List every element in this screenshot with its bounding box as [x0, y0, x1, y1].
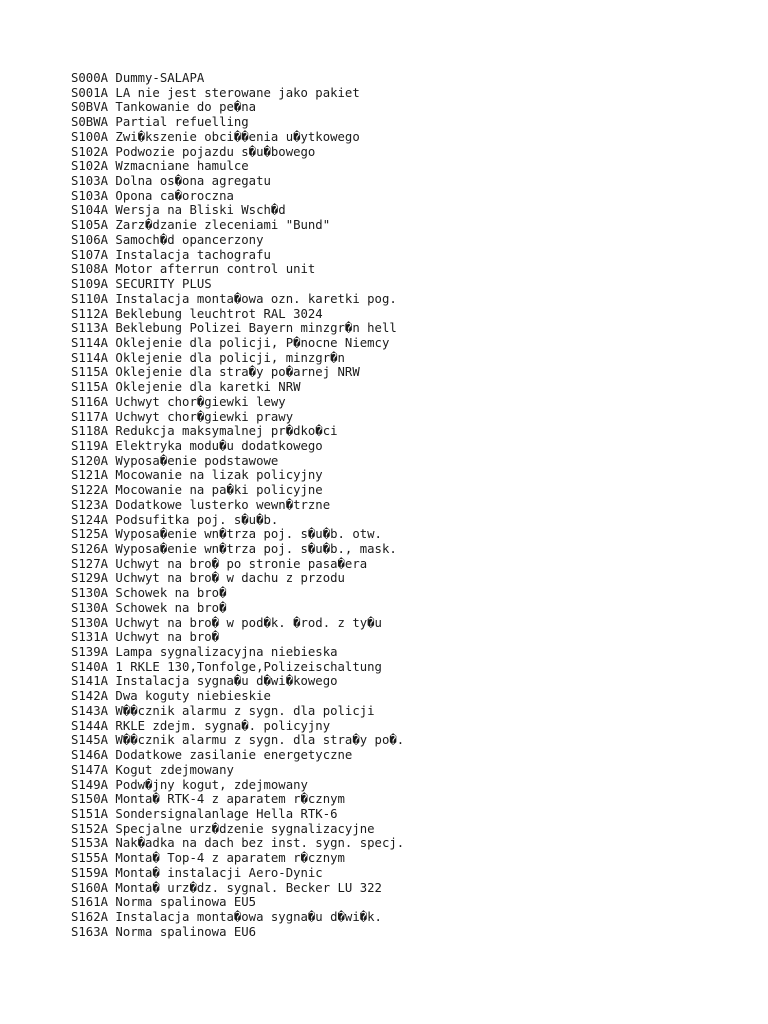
- text-line: S161A Norma spalinowa EU5: [71, 895, 257, 910]
- text-line: S152A Specjalne urz�dzenie sygnalizacyjne: [71, 821, 375, 836]
- text-line: S127A Uchwyt na bro� po stronie pasa�era: [71, 556, 368, 571]
- text-line: S146A Dodatkowe zasilanie energetyczne: [71, 748, 353, 763]
- text-line: S122A Mocowanie na pa�ki policyjne: [71, 483, 323, 498]
- text-line: S144A RKLE zdejm. sygna�. policyjny: [71, 718, 331, 733]
- text-line: S130A Schowek na bro�: [71, 600, 227, 615]
- text-line: S149A Podw�jny kogut, zdejmowany: [71, 777, 308, 792]
- text-line: S159A Monta� instalacji Aero-Dynic: [71, 865, 323, 880]
- text-line: S125A Wyposa�enie wn�trza poj. s�u�b. otw.: [71, 527, 382, 542]
- text-line: S112A Beklebung leuchtrot RAL 3024: [71, 306, 323, 321]
- text-line: S103A Opona ca�oroczna: [71, 188, 234, 203]
- text-line: S121A Mocowanie na lizak policyjny: [71, 468, 323, 483]
- text-line: S120A Wyposa�enie podstawowe: [71, 453, 279, 468]
- text-line: S155A Monta� Top-4 z aparatem r�cznym: [71, 851, 345, 866]
- text-line: S126A Wyposa�enie wn�trza poj. s�u�b., mask.: [71, 542, 397, 556]
- text-line: S114A Oklejenie dla policji, P�nocne Niemcy: [71, 335, 390, 350]
- text-line: S163A Norma spalinowa EU6: [71, 924, 257, 939]
- text-line: S100A Zwi�kszenie obci��enia u�ytkowego: [71, 129, 360, 144]
- text-line: S115A Oklejenie dla karetki NRW: [71, 380, 301, 395]
- text-line: S107A Instalacja tachografu: [71, 247, 271, 262]
- text-line: S102A Podwozie pojazdu s�u�bowego: [71, 144, 316, 159]
- text-line: S153A Nak�adka na dach bez inst. sygn. specj.: [71, 836, 405, 851]
- text-line: S000A Dummy-SALAPA: [71, 71, 205, 85]
- text-line: S130A Uchwyt na bro� w pod�k. �rod. z ty�u: [71, 615, 382, 630]
- text-line: S143A W��cznik alarmu z sygn. dla policji: [71, 703, 375, 718]
- text-line: S162A Instalacja monta�owa sygna�u d�wi�k.: [71, 909, 382, 924]
- text-line: S129A Uchwyt na bro� w dachu z przodu: [71, 571, 345, 586]
- text-line: S119A Elektryka modu�u dodatkowego: [71, 438, 323, 453]
- text-line: S115A Oklejenie dla stra�y po�arnej NRW: [71, 365, 360, 380]
- text-line: S114A Oklejenie dla policji, minzgr�n: [71, 350, 345, 365]
- text-line: S118A Redukcja maksymalnej pr�dko�ci: [71, 424, 338, 439]
- text-line: S106A Samoch�d opancerzony: [71, 232, 264, 247]
- text-line: S141A Instalacja sygna�u d�wi�kowego: [71, 674, 338, 689]
- text-line: S110A Instalacja monta�owa ozn. karetki pog.: [71, 291, 397, 306]
- text-line: S151A Sondersignalanlage Hella RTK-6: [71, 806, 338, 821]
- text-line: S160A Monta� urz�dz. sygnal. Becker LU 322: [71, 880, 382, 895]
- text-line: S113A Beklebung Polizei Bayern minzgr�n hell: [71, 321, 397, 336]
- document-body: [71, 71, 751, 939]
- text-line: S105A Zarz�dzanie zleceniami "Bund": [71, 218, 331, 233]
- text-line: S124A Podsufitka poj. s�u�b.: [71, 512, 279, 527]
- text-line: S117A Uchwyt chor�giewki prawy: [71, 409, 294, 424]
- text-line: S123A Dodatkowe lusterko wewn�trzne: [71, 497, 331, 512]
- text-line: S147A Kogut zdejmowany: [71, 762, 234, 777]
- text-line: S142A Dwa koguty niebieskie: [71, 689, 271, 704]
- text-line: S140A 1 RKLE 130,Tonfolge,Polizeischaltung: [71, 659, 382, 674]
- text-line: S139A Lampa sygnalizacyjna niebieska: [71, 645, 338, 660]
- text-line: S116A Uchwyt chor�giewki lewy: [71, 394, 286, 409]
- text-line: S131A Uchwyt na bro�: [71, 630, 220, 645]
- text-line: S150A Monta� RTK-4 z aparatem r�cznym: [71, 792, 345, 807]
- text-line: S102A Wzmacniane hamulce: [71, 159, 249, 174]
- text-line: S001A LA nie jest sterowane jako pakiet: [71, 85, 360, 100]
- text-line: S130A Schowek na bro�: [71, 586, 227, 601]
- text-line: S109A SECURITY PLUS: [71, 277, 212, 292]
- text-line: S145A W��cznik alarmu z sygn. dla stra�y po�.: [71, 733, 405, 748]
- text-line: S108A Motor afterrun control unit: [71, 262, 316, 277]
- text-line: S103A Dolna os�ona agregatu: [71, 174, 271, 189]
- text-line: S0BWA Partial refuelling: [71, 115, 249, 130]
- text-line: S0BVA Tankowanie do pe�na: [71, 100, 257, 115]
- text-line: S104A Wersja na Bliski Wsch�d: [71, 203, 286, 218]
